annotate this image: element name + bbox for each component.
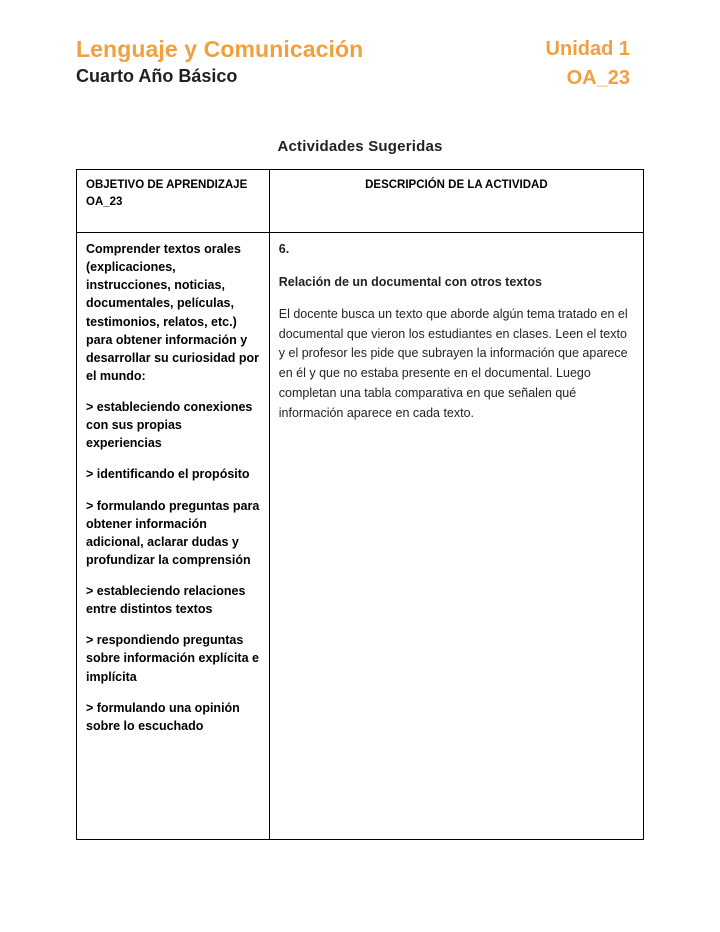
subject-title: Lenguaje y Comunicación	[76, 36, 364, 62]
objective-intro: Comprender textos orales (explicaciones, instrucciones, noticias, documentales, películas, testimonios, relatos, etc.) para obtener información y desarrollar su curiosidad por el mundo:	[86, 242, 259, 383]
objective-bullet-4: > respondiendo preguntas sobre información explícita e implícita	[86, 633, 259, 684]
table-row	[77, 233, 644, 840]
activity-table	[76, 169, 644, 840]
objective-bullet-2: > formulando preguntas para obtener información adicional, aclarar dudas y profundizar la comprensión	[86, 498, 260, 567]
header-right-group	[546, 36, 644, 90]
objective-bullet-1: > identificando el propósito	[86, 467, 250, 482]
activity-number: 6.	[278, 242, 290, 256]
page-title: Actividades Sugeridas	[277, 138, 443, 155]
description-cell	[269, 233, 643, 840]
objective-bullet-5: > formulando una opinión sobre lo escuchado	[86, 700, 240, 733]
activity-heading: Relación de un documental con otros textos	[278, 275, 542, 290]
objective-bullet-0: > estableciendo conexiones con sus propias experiencias	[86, 400, 253, 451]
column-header-objective: OBJETIVO DE APRENDIZAJE OA_23	[77, 170, 270, 233]
column-header-description: DESCRIPCIÓN DE LA ACTIVIDAD	[269, 170, 643, 233]
grade-title: Cuarto Año Básico	[76, 66, 238, 87]
unit-label: Unidad 1	[545, 38, 630, 60]
document-header	[76, 0, 644, 90]
oa-code-label: OA_23	[566, 67, 630, 89]
header-left-group	[76, 36, 363, 88]
objective-bullet-3: > estableciendo relaciones entre distintos textos	[86, 584, 246, 617]
objective-cell	[77, 233, 270, 840]
activity-body: El docente busca un texto que aborde algún tema tratado en el documental que vieron los estudiantes en clases. Leen el texto y el profesor les pide que subrayen la información que aparece en él y que no estaba presente en el documental. Luego completan una tabla comparativa en que señalen qué información aparece en cada texto.	[278, 306, 628, 420]
table-header-row	[77, 170, 644, 233]
